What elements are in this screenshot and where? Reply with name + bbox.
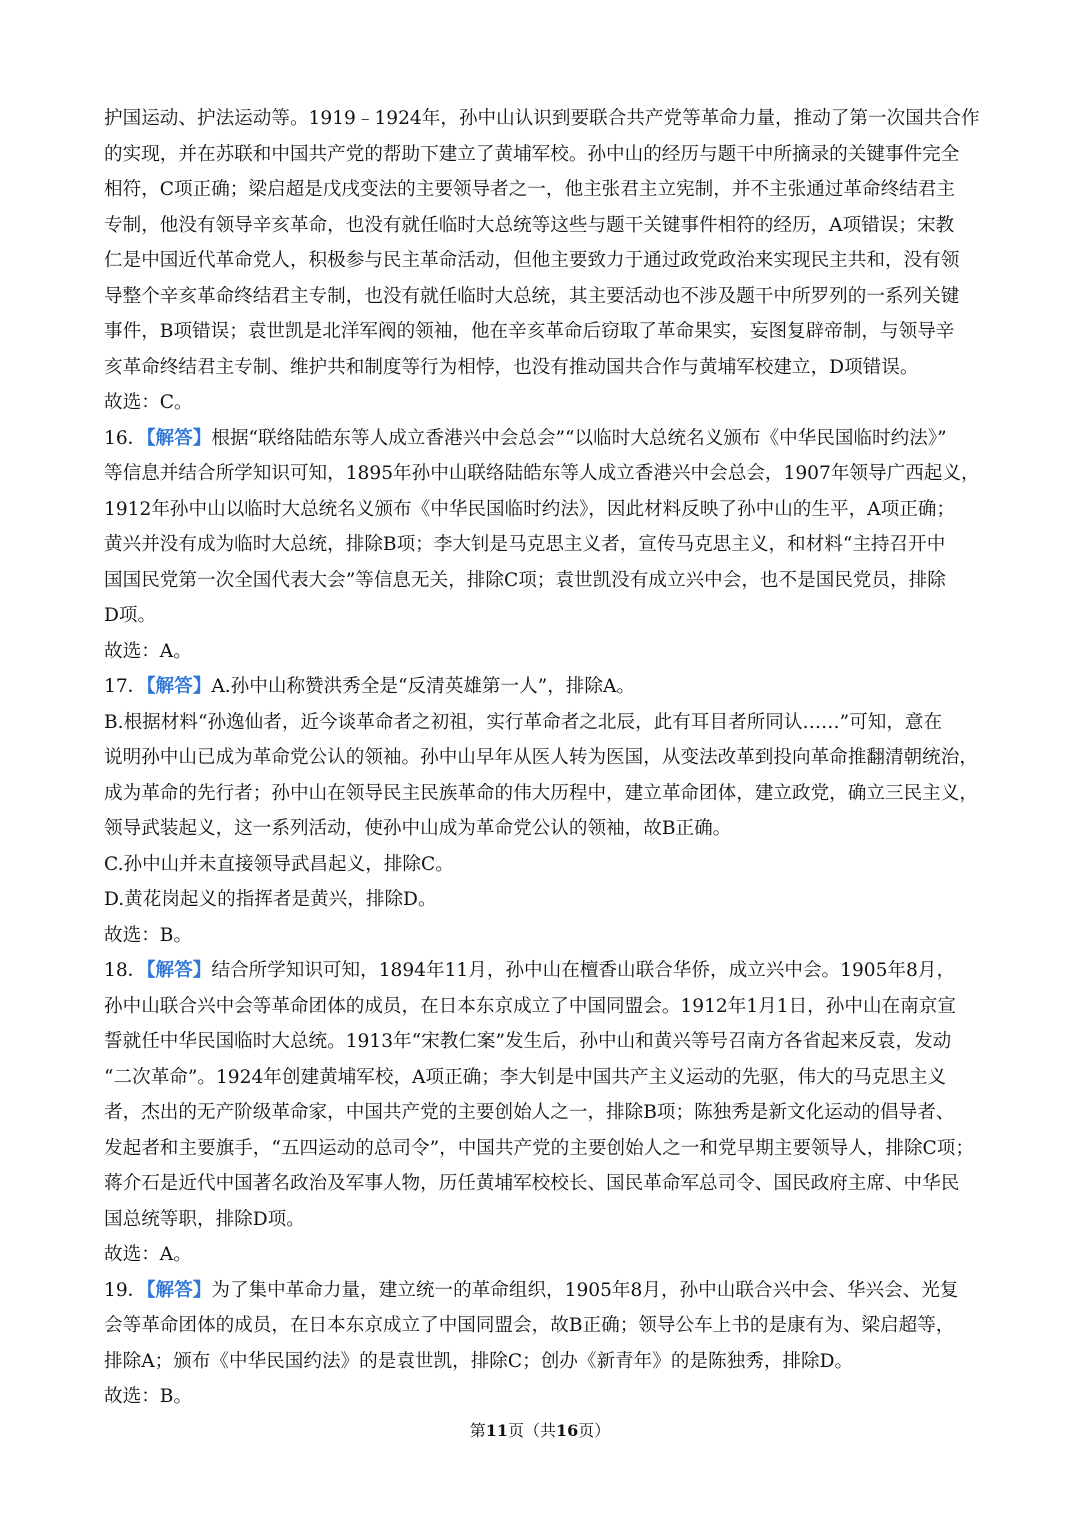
question-number: 18． [104,960,147,981]
text-line: 事件，B项错误；袁世凯是北洋军阀的领袖，他在辛亥革命后窃取了革命果实，妄图复辟帝制，与领导辛 [104,321,955,342]
text-line: 蒋介石是近代中国著名政治及军事人物，历任黄埔军校校长、国民革命军总司令、国民政府主席、中华民 [104,1173,960,1194]
answer-tag: 【解答】 [146,676,212,697]
text-line: 1912年孙中山以临时大总统名义颁布《中华民国临时约法》，因此材料反映了孙中山的生平，A项正确； [104,498,955,520]
text-line: 排除A；颁布《中华民国约法》的是袁世凯，排除C；创办《新青年》的是陈独秀，排除D。 [104,1350,854,1372]
text-line: 相符，C项正确；梁启超是戊戌变法的主要领导者之一，他主张君主立宪制，并不主张通过革命终结君主 [104,179,955,200]
text-line: 者，杰出的无产阶级革命家，中国共产党的主要创始人之一，排除B项；陈独秀是新文化运动的倡导者、 [104,1102,955,1123]
q19-explanation [104,1273,980,1415]
q16-explanation [104,421,980,670]
q15-explanation [104,101,980,421]
footer-prefix: 第 [469,1421,486,1440]
text-line: 护国运动、护法运动等。1919﹣1924年，孙中山认识到要联合共产党等革命力量，推动了第一次国共合作 [104,108,980,129]
text-line: B.根据材料“孙逸仙者，近今谈革命者之初祖，实行革命者之北辰，此有耳目者所同认……”可知，意在 [104,711,943,733]
text-line: 国总统等职，排除D项。 [104,1208,305,1230]
question-heading [104,953,980,989]
text-line: 成为革命的先行者；孙中山在领导民主民族革命的伟大历程中，建立革命团体，建立政党，确立三民主义， [104,782,978,804]
answer-line: 故选：A。 [104,640,192,662]
text-line: 孙中山联合兴中会等革命团体的成员，在日本东京成立了中国同盟会。1912年1月1日，孙中山在南京宣 [104,995,956,1017]
text-line: 说明孙中山已成为革命党公认的领袖。孙中山早年从医人转为医国，从变法改革到投向革命推翻清朝统治， [104,747,978,768]
text-line: 国国民党第一次全国代表大会”等信息无关，排除C项；袁世凯没有成立兴中会，也不是国民党员，排除 [104,569,946,591]
text-line: D项。 [104,605,157,626]
text-line: 仁是中国近代革命党人，积极参与民主革命活动，但他主要致力于通过政党政治来实现民主共和，没有领 [104,250,960,271]
answer-tag: 【解答】 [146,427,212,449]
answer-tag: 【解答】 [146,960,212,981]
text-line: C.孙中山并未直接领导武昌起义，排除C。 [104,853,454,875]
question-heading [104,669,980,705]
question-heading [104,421,980,457]
text-line: 的实现，并在苏联和中国共产党的帮助下建立了黄埔军校。孙中山的经历与题干中所摘录的关键事件完全 [104,143,960,165]
q17-explanation [104,669,980,953]
page-footer [0,1418,1080,1441]
text-line: 为了集中革命力量，建立统一的革命组织，1905年8月，孙中山联合兴中会、华兴会、光复 [211,1279,959,1301]
question-heading [104,1273,980,1309]
text-line: 结合所学知识可知，1894年11月，孙中山在檀香山联合华侨，成立兴中会。1905年8月， [211,960,956,981]
answer-tag: 【解答】 [146,1279,212,1301]
footer-suffix: 页） [578,1421,611,1440]
answer-line: 故选：C。 [104,392,193,413]
q18-explanation [104,953,980,1273]
text-line: 会等革命团体的成员，在日本东京成立了中国同盟会，故B正确；领导公车上书的是康有为、梁启超等， [104,1315,955,1336]
text-line: 誓就任中华民国临时大总统。1913年“宋教仁案”发生后，孙中山和黄兴等号召南方各省起来反袁，发动 [104,1031,952,1052]
text-line: 领导武装起义，这一系列活动，使孙中山成为革命党公认的领袖，故B正确。 [104,818,732,839]
question-number: 17． [104,676,147,697]
total-pages: 16 [556,1421,579,1440]
answer-line: 故选：B。 [104,1386,193,1407]
text-line: 根据“联络陆皓东等人成立香港兴中会总会”“以临时大总统名义颁布《中华民国临时约法》” [211,427,947,449]
answer-line: 故选：B。 [104,924,193,946]
page-number: 11 [485,1421,508,1440]
text-line: 发起者和主要旗手，“五四运动的总司令”，中国共产党的主要创始人之一和党早期主要领导人，排除C项； [104,1137,974,1159]
page-body [104,101,980,1415]
text-line: D.黄花岗起义的指挥者是黄兴，排除D。 [104,889,437,910]
question-number: 16． [104,427,147,449]
text-line: 等信息并结合所学知识可知，1895年孙中山联络陆皓东等人成立香港兴中会总会，1907年领导广西起义， [104,463,980,484]
text-line: 导整个辛亥革命终结君主专制，也没有就任临时大总统，其主要活动也不涉及题干中所罗列的一系列关键 [104,285,960,307]
question-number: 19． [104,1279,147,1301]
text-line: “二次革命”。1924年创建黄埔军校，A项正确；李大钊是中国共产主义运动的先驱，伟大的马克思主义 [104,1066,947,1088]
text-line: 亥革命终结君主专制、维护共和制度等行为相悖，也没有推动国共合作与黄埔军校建立，D项错误。 [104,356,919,378]
text-line: 专制，他没有领导辛亥革命，也没有就任临时大总统等这些与题干关键事件相符的经历，A项错误；宋教 [104,214,955,236]
text-line: A.孙中山称赞洪秀全是“反清英雄第一人”，排除A。 [211,676,635,697]
answer-line: 故选：A。 [104,1244,192,1265]
footer-middle: 页（共 [507,1421,556,1440]
text-line: 黄兴并没有成为临时大总统，排除B项；李大钊是马克思主义者，宣传马克思主义，和材料“主持召开中 [104,534,946,555]
